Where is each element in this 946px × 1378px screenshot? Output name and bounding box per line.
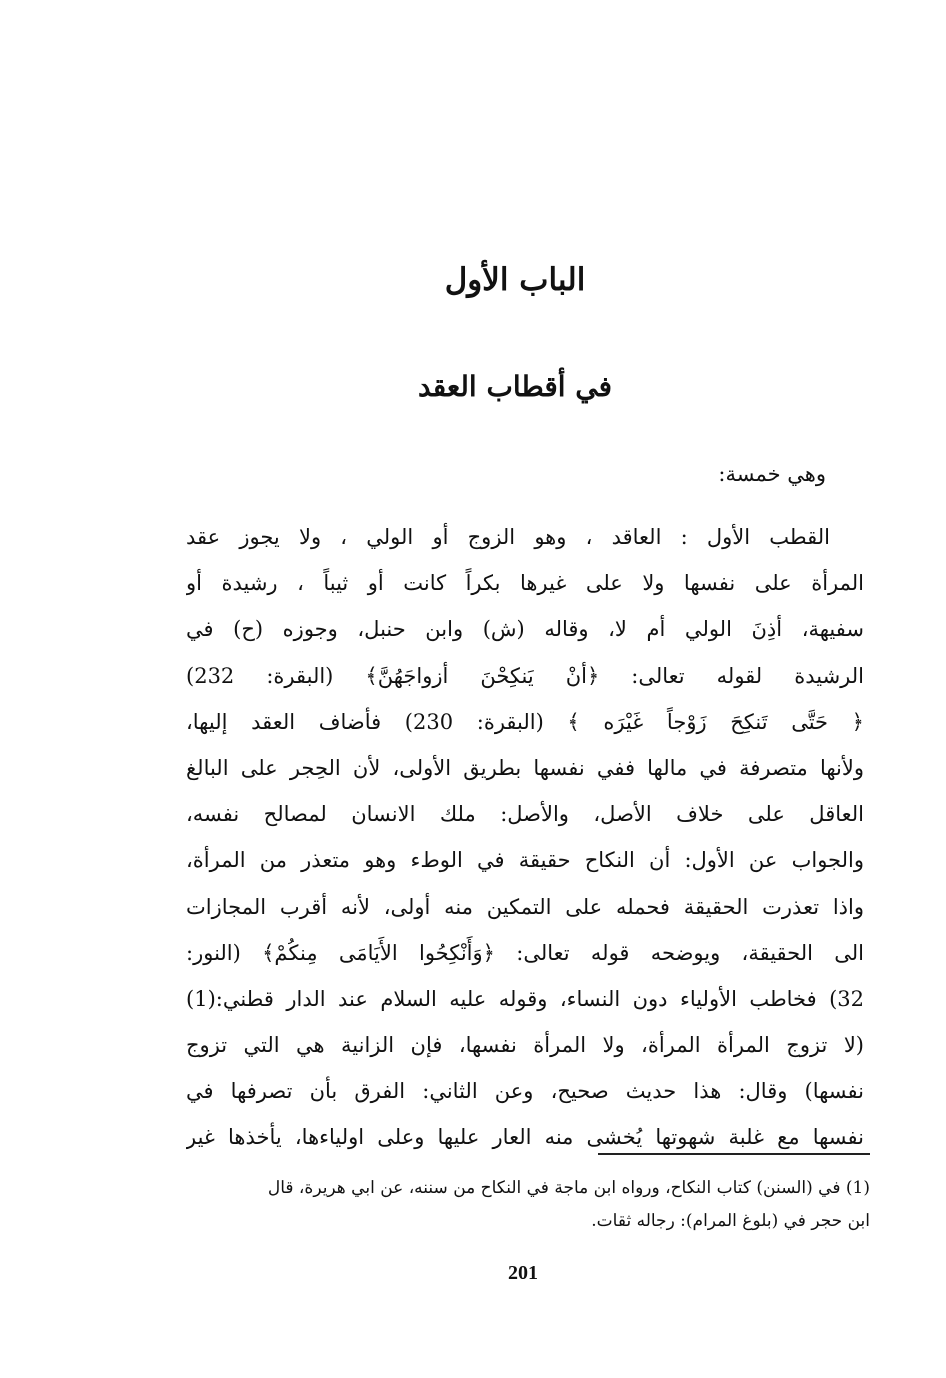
body-line: الرشيدة لقوله تعالى: ﴿أنْ يَنكِحْنَ أزواجَهُنَّ﴾ (البقرة: 232) <box>186 663 864 688</box>
body-line: الى الحقيقة، ويوضحه قوله تعالى: ﴿وَأَنْكِحُوا الأَيَامَى مِنكُمْ﴾ (النور: <box>186 940 864 965</box>
body-line: القطب الأول : العاقد ، وهو الزوج أو الولي ، ولا يجوز عقد <box>186 525 830 549</box>
footnote <box>186 1172 870 1238</box>
body-line: العاقل على خلاف الأصل، والأصل: ملك الانسان لمصالح نفسه، <box>186 802 864 827</box>
body-line: نفسها مع غلبة شهوتها يُخشى منه العار عليها وعلى اولياءها، يأخذها غير <box>186 1125 864 1150</box>
body-line: سفيهة، أذِنَ الولي أم لا، وقاله (ش) وابن حنبل، وجوزه (ح) في <box>186 617 864 642</box>
footnote-line: (1) في (السنن) كتاب النكاح، ورواه ابن ماجة في النكاح من سننه، عن ابي هريرة، قال <box>267 1178 870 1198</box>
body-line: ولأنها متصرفة في مالها ففي نفسها بطريق الأولى، لأن الحِجر على البالغ <box>186 755 864 780</box>
footnote-divider <box>598 1153 870 1155</box>
body-line: نفسها) وقال: هذا حديث صحيح، وعن الثاني: الفرق بأن تصرفها في <box>186 1079 864 1104</box>
body-line: واذا تعذرت الحقيقة فحمله على التمكين منه أولى، لأنه أقرب المجازات <box>186 894 864 919</box>
body-line: والجواب عن الأول: أن النكاح حقيقة في الوطء وهو متعذر من المرأة، <box>186 848 864 873</box>
body-line: 32) فخاطب الأولياء دون النساء، وقوله عليه السلام عند الدار قطني:(1) <box>186 986 864 1011</box>
body-line: ﴿ حَتَّى تَنكِحَ زَوْجاً غَيْرَه ﴾ (البقرة: 230) فأضاف العقد إليها، <box>186 709 864 734</box>
body-text <box>186 514 864 1161</box>
body-line: المرأة على نفسها ولا على غيرها بكراً كانت أو ثيباً ، رشيدة أو <box>186 571 864 596</box>
chapter-title: الباب الأول <box>444 262 586 298</box>
intro-text: وهي خمسة: <box>718 462 826 486</box>
chapter-subtitle: في أقطاب العقد <box>418 370 612 403</box>
body-line: (لا تزوج المرأة المرأة، ولا المرأة نفسها، فإن الزانية هي التي تزوج <box>186 1033 864 1058</box>
page-number: 201 <box>508 1262 538 1284</box>
footnote-line: ابن حجر في (بلوغ المرام): رجاله ثقات. <box>591 1211 870 1231</box>
